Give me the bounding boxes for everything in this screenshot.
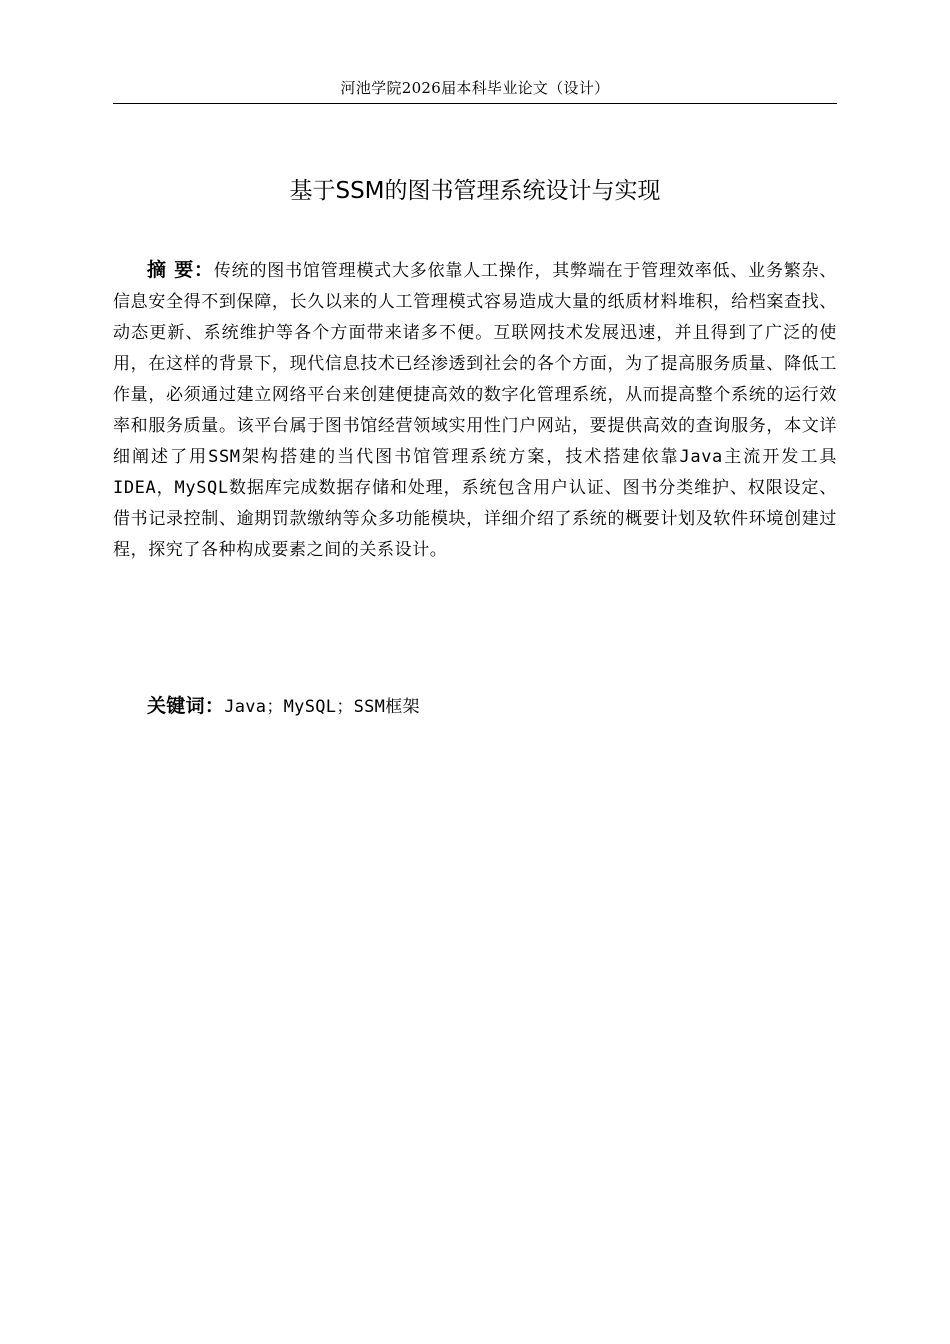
abstract-label: 摘 要：	[147, 259, 214, 281]
paper-title: 基于SSM的图书管理系统设计与实现	[289, 178, 661, 204]
running-header: 河池学院2026届本科毕业论文（设计）	[340, 79, 610, 97]
abstract-text: 传统的图书馆管理模式大多依靠人工操作，其弊端在于管理效率低、业务繁杂、信息安全得不到保障，长久以来的人工管理模式容易造成大量的纸质材料堆积，给档案查找、动态更新、系统维护等各个方面带来诸多不便。互联网技术发展迅速，并且得到了广泛的使用，在这样的背景下，现代信息技术已经渗透到社会的各个方面，为了提高服务质量、降低工作量，必须通过建立网络平台来创建便捷高效的数字化管理系统，从而提高整个系统的运行效率和服务质量。该平台属于图书馆经营领域实用性门户网站，要提供高效的查询服务，本文详细阐述了用SSM架构搭建的当代图书馆管理系统方案，技术搭建依靠Java主流开发工具IDEA，MySQL数据库完成数据存储和处理，系统包含用户认证、图书分类维护、权限设定、借书记录控制、逾期罚款缴纳等众多功能模块，详细介绍了系统的概要计划及软件环境创建过程，探究了各种构成要素之间的关系设计。	[113, 261, 838, 560]
keywords-paragraph	[113, 691, 837, 723]
keywords-label: 关键词：	[147, 695, 225, 717]
keywords-text: Java；MySQL；SSM框架	[224, 697, 420, 717]
abstract-paragraph	[113, 255, 837, 566]
header-divider	[113, 103, 837, 104]
